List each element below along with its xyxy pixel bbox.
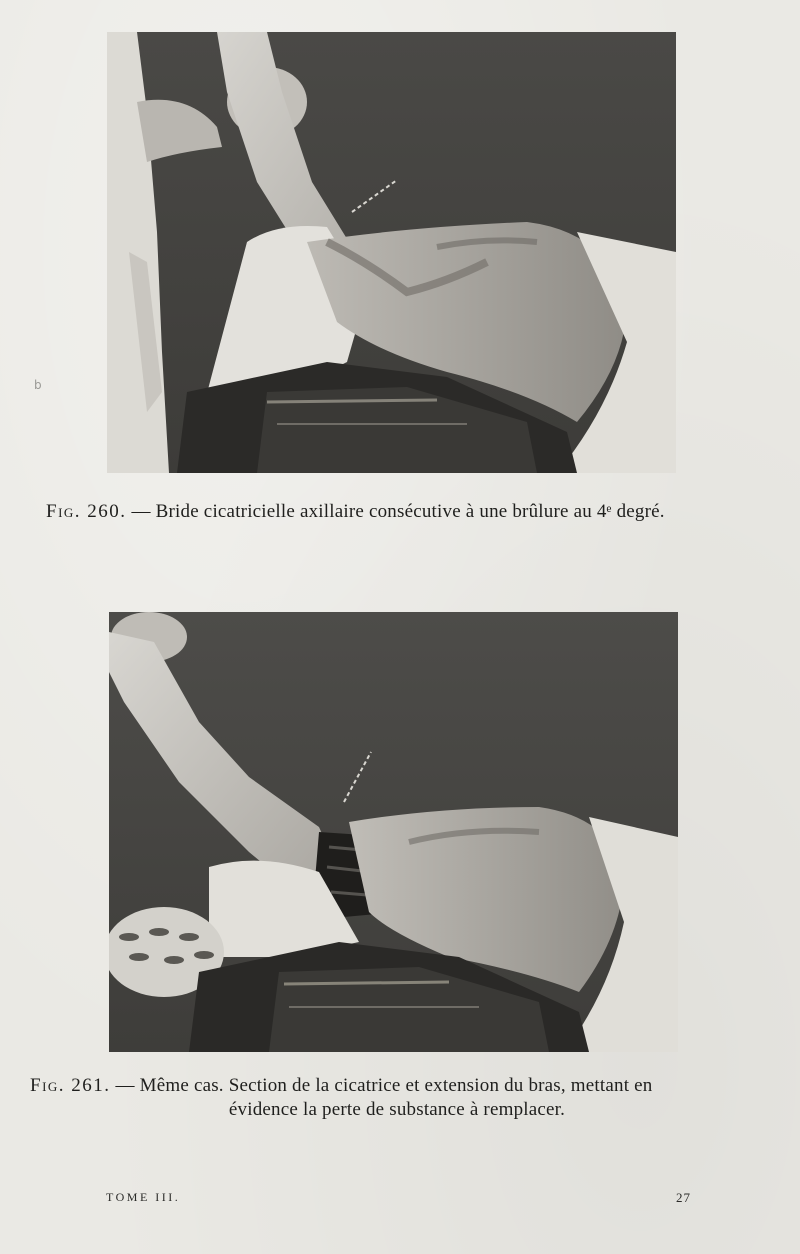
figure-261-text-line1: — Même cas. Section de la cicatrice et extension du bras, mettant en [115, 1075, 653, 1096]
figure-260-number: Fig. 260. [46, 501, 127, 522]
pencil-margin-mark: b [34, 378, 42, 392]
figure-261-caption-line2 [0, 1099, 800, 1121]
photo-261-image [109, 612, 678, 1052]
figure-260-text: — Bride cicatricielle axillaire consécutive à une brûlure au 4ᵉ degré. [131, 501, 665, 522]
photo-figure-260 [107, 32, 676, 473]
figure-261-number: Fig. 261. [30, 1075, 111, 1096]
figure-261-text-line2: évidence la perte de substance à remplacer. [228, 1099, 566, 1120]
photo-260-image [107, 32, 676, 473]
footer-page-number: 27 [676, 1190, 691, 1205]
figure-260-caption [46, 501, 665, 523]
photo-figure-261 [109, 612, 678, 1052]
figure-261-caption-line1 [30, 1075, 652, 1097]
footer-volume: TOME III. [106, 1190, 181, 1204]
